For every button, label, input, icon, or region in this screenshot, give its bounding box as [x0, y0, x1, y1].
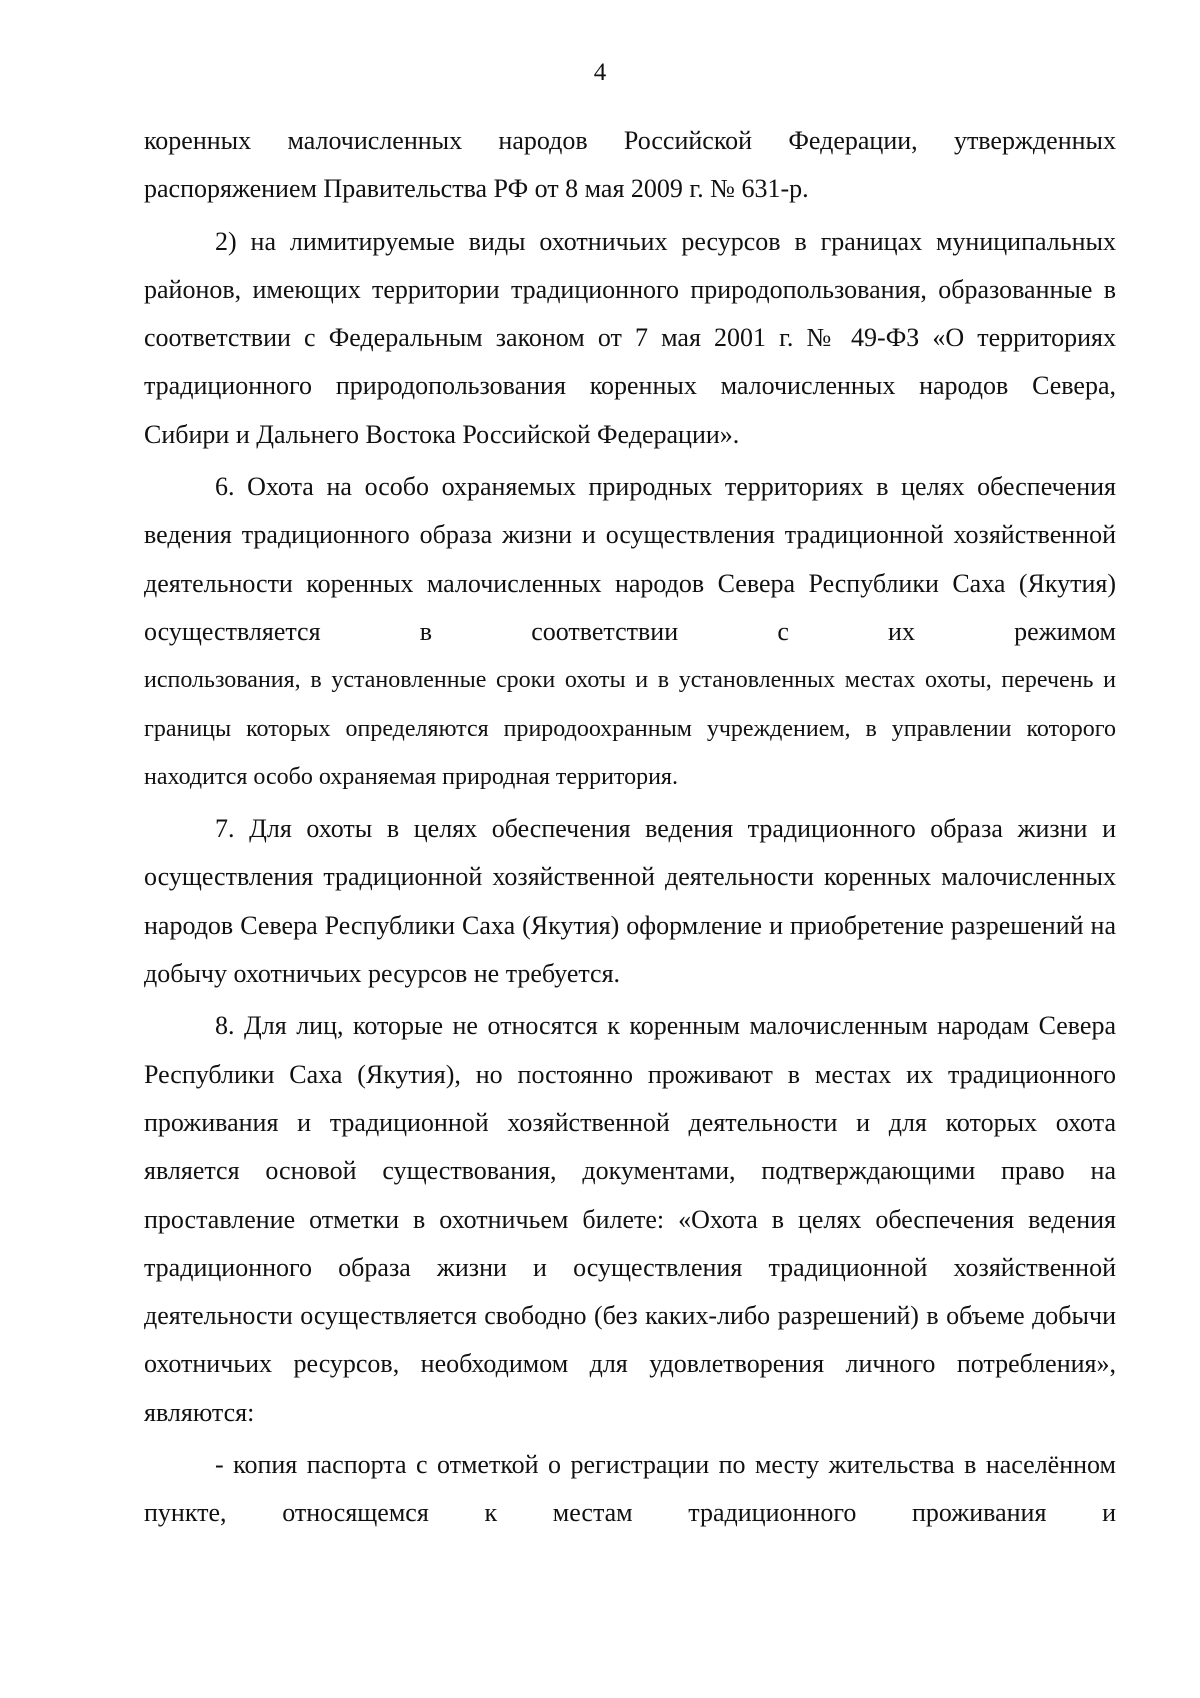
page-number: 4 [593, 59, 607, 86]
paragraph-continuation: коренных малочисленных народов Российской Федерации, утвержденных распоряжением Правительства РФ от 8 мая 2009 г. № 631-р. [144, 126, 1116, 204]
paragraph-item-6-part-1: 6. Охота на особо охраняемых природных территориях в целях обеспечения ведения традиционного образа жизни и осуществления традиционной хозяйственной деятельности коренных малочисленных народов Севера Республики Саха (Якутия) осуществляется в соответствии с их режимом [144, 472, 1116, 646]
paragraph-item-6-part-2: использования, в установленные сроки охоты и в установленных местах охоты, перечень и границы которых определяются природоохранным учреждением, в управлении которого находится особо охраняемая природная территория. [144, 667, 1116, 790]
paragraph-item-7: 7. Для охоты в целях обеспечения ведения традиционного образа жизни и осуществления традиционной хозяйственной деятельности коренных малочисленных народов Севера Республики Саха (Якутия) оформление и приобретение разрешений на добычу охотничьих ресурсов не требуется. [144, 814, 1116, 989]
paragraph-item-8: 8. Для лиц, которые не относятся к коренным малочисленным народам Севера Республики Саха (Якутия), но постоянно проживают в местах их традиционного проживания и традиционной хозяйственной деятельности и для которых охота является основой существования, документами, подтверждающими право на проставление отметки в охотничьем билете: «Охота в целях обеспечения ведения традиционного образа жизни и осуществления традиционной хозяйственной деятельности осуществляется свободно (без каких-либо разрешений) в объеме добычи охотничьих ресурсов, необходимом для удовлетворения личного потребления», являются: [144, 1011, 1116, 1427]
document-body [144, 117, 1116, 1542]
paragraph-item-2: 2) на лимитируемые виды охотничьих ресурсов в границах муниципальных районов, имеющих территории традиционного природопользования, образованные в соответствии с Федеральным законом от 7 мая 2001 г. № 49-ФЗ «О территориях традиционного природопользования коренных малочисленных народов Севера, Сибири и Дальнего Востока Российской Федерации». [144, 226, 1116, 449]
paragraph-dash-passport: - копия паспорта с отметкой о регистрации по месту жительства в населённом пункте, относящемся к местам традиционного проживания и [144, 1450, 1116, 1528]
